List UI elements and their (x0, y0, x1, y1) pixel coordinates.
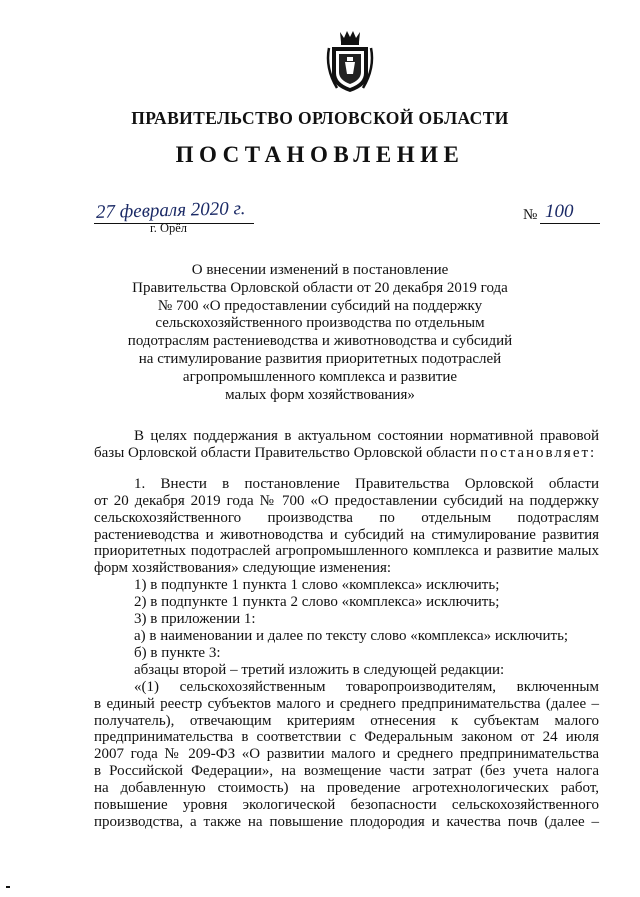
title-line: подотраслям растениеводства и животноводства и субсидий (127, 333, 513, 350)
list-item: абзацы второй – третий изложить в следующей редакции: (134, 661, 505, 678)
preamble-text: В целях поддержания в актуальном состоянии нормативной правовой базы Орловской области Правительство Орловской области (94, 428, 599, 461)
clause-line: от 20 декабря 2019 года № 700 «О предоставлении субсидий на поддержку (94, 492, 599, 509)
city-label: г. Орёл (150, 221, 188, 235)
document-title (100, 262, 540, 404)
document-type-heading: ПОСТАНОВЛЕНИЕ (175, 142, 465, 167)
clause-line: приоритетных подотраслей агропромышленного комплекса и развитие малых (94, 543, 599, 560)
clause-line: 1. Внести в постановление Правительства Орловской области (134, 475, 599, 492)
title-line: на стимулирование развития приоритетных подотраслей (138, 350, 502, 367)
decree-word: постановляет: (480, 444, 597, 461)
list-item: 2) в подпункте 1 пункта 2 слово «комплекса» исключить; (134, 594, 500, 611)
title-line: Правительства Орловской области от 20 декабря 2019 года (132, 279, 508, 296)
handwritten-date: 27 февраля 2020 г. (95, 198, 246, 223)
quote-line: на добавленную стоимость) на проведение агротехнологических работ, (94, 780, 599, 797)
list-item: 3) в приложении 1: (134, 611, 256, 628)
clause-line: форм хозяйствования» следующие изменения: (94, 560, 392, 577)
title-line: малых форм хозяйствования» (225, 386, 415, 403)
quote-line: предпринимательства в соответствии с Федеральным законом от 24 июля (94, 729, 599, 746)
title-line: № 700 «О предоставлении субсидий на поддержку (157, 297, 483, 314)
title-line: агропромышленного комплекса и развитие (182, 368, 458, 385)
title-line: сельскохозяйственного производства по отдельным (155, 315, 485, 332)
preamble-paragraph (94, 428, 599, 462)
title-line: О внесении изменений в постановление (191, 262, 449, 278)
coat-of-arms-icon (323, 28, 377, 94)
clause-line: сельскохозяйственного производства по отдельным подотраслям (94, 509, 599, 526)
list-item: 1) в подпункте 1 пункта 1 слово «комплекса» исключить; (134, 577, 500, 594)
quote-line: в Российской Федерации», на возмещение части затрат (без учета налога (94, 763, 599, 780)
list-item: б) в пункте 3: (134, 644, 221, 661)
quote-line: в единый реестр субъектов малого и среднего предпринимательства (далее – (94, 695, 599, 712)
quote-line: 2007 года № 209-ФЗ «О развитии малого и среднего предпринимательства (94, 746, 599, 763)
list-item: а) в наименовании и далее по тексту слово «комплекса» исключить; (134, 627, 569, 644)
document-body (94, 428, 599, 831)
scan-edge-mark (6, 886, 10, 888)
quote-line: получатель), отвечающим критериям отнесения к субъектам малого (94, 712, 599, 729)
number-label: № (523, 207, 538, 223)
organization-heading: ПРАВИТЕЛЬСТВО ОРЛОВСКОЙ ОБЛАСТИ (131, 108, 509, 128)
quote-line: производства, а также на повышение плодородия и качества почв (далее – (94, 813, 599, 830)
quote-line: «(1) сельскохозяйственным товаропроизводителям, включенным (134, 678, 599, 695)
clause-line: растениеводства и животноводства и субсидий на стимулирование развития (94, 526, 599, 543)
number-underline (540, 223, 600, 224)
quote-line: повышение уровня экологической безопасности сельскохозяйственного (94, 797, 599, 814)
handwritten-number: 100 (545, 201, 574, 222)
